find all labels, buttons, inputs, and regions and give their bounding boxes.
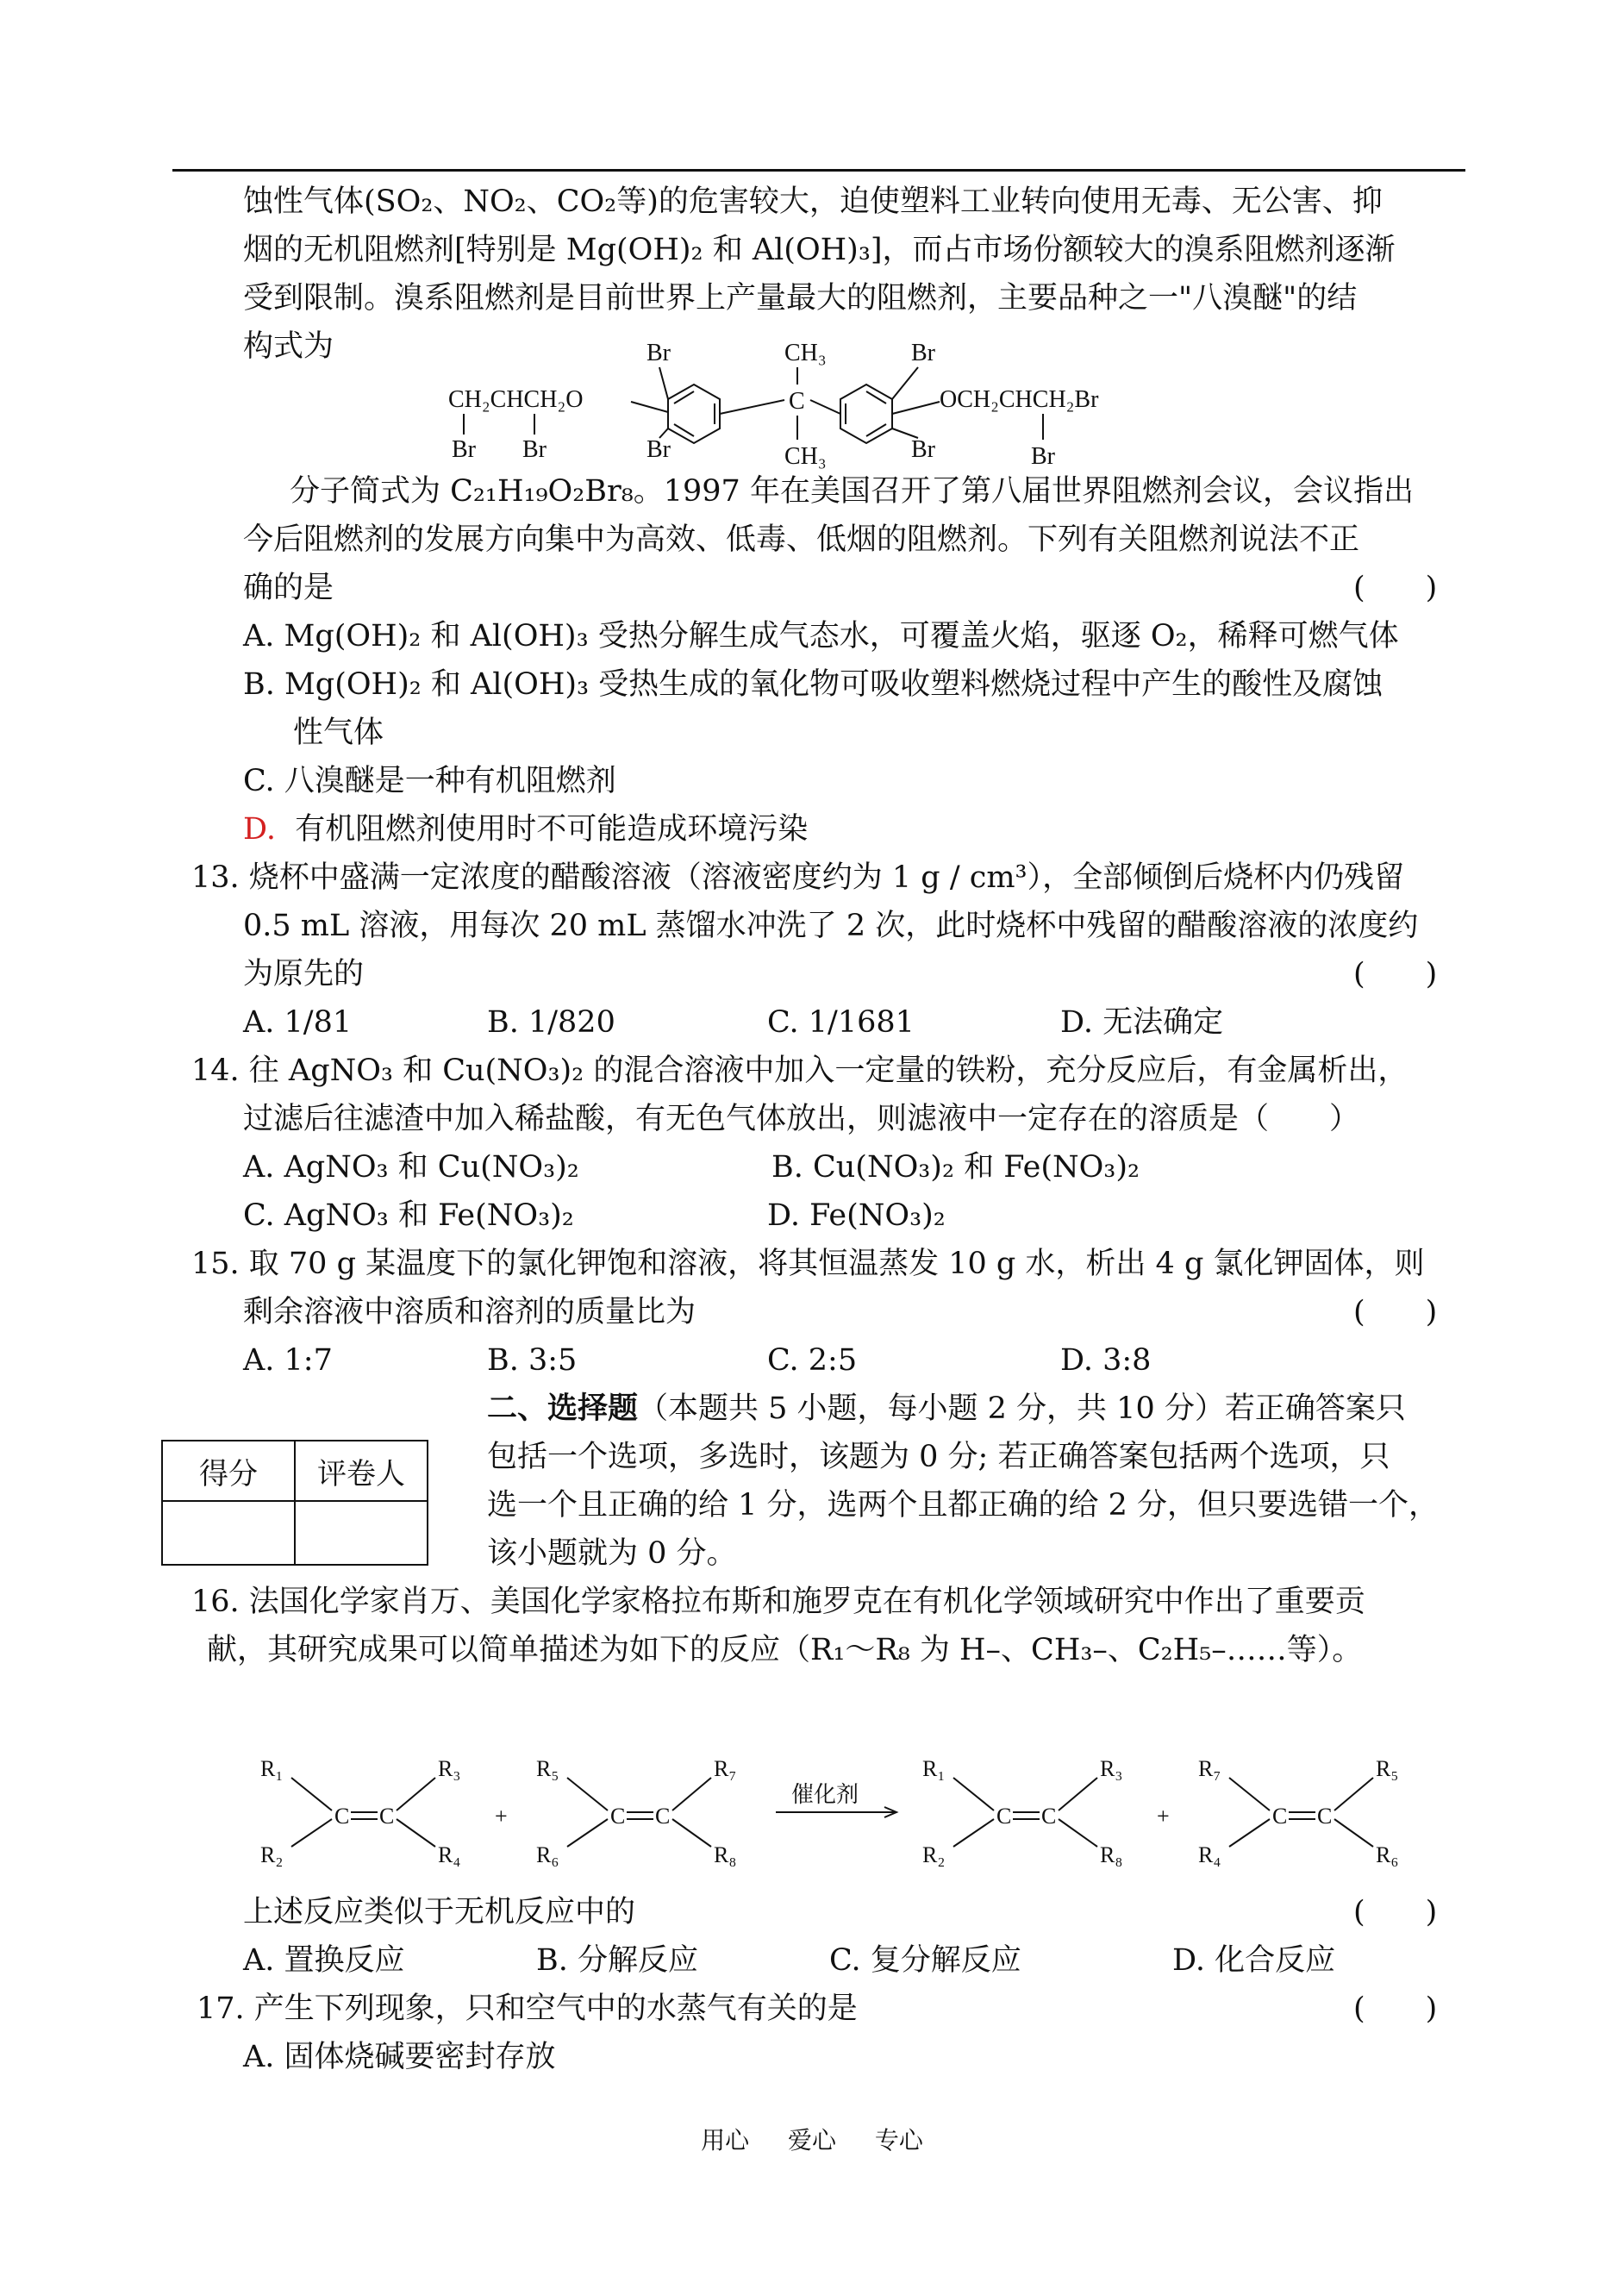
option-d-text: 有机阻燃剂使用时不可能造成环境污染 <box>295 812 809 847</box>
r7-label: R₇ <box>714 1756 737 1781</box>
ch3-label: CH₃ <box>784 443 827 470</box>
question-15-line: 剩余溶液中溶质和溶剂的质量比为 <box>243 1295 696 1329</box>
plus-sign: + <box>1157 1804 1170 1829</box>
score-label: 得分 <box>162 1441 295 1501</box>
option-b: B. Mg(OH)₂ 和 Al(OH)₃ 受热生成的氧化物可吸收塑料燃烧过程中产生的酸性及腐蚀 <box>243 667 1384 702</box>
c-label: C <box>610 1804 626 1829</box>
r8-label: R₈ <box>714 1842 737 1867</box>
br-label: Br <box>1031 443 1055 470</box>
r2-label: R₂ <box>260 1842 284 1867</box>
question-17: 17. 产生下列现象，只和空气中的水蒸气有关的是 <box>197 1992 858 2026</box>
answer-paren: ( ) <box>1353 571 1438 605</box>
option-b: B. 3:5 <box>487 1343 578 1378</box>
br-label: Br <box>522 436 547 463</box>
question-16-line: 献，其研究成果可以简单描述为如下的反应（R₁～R₈ 为 H–、CH₃–、C₂H₅–……等）。 <box>207 1633 1363 1667</box>
c-label: C <box>1041 1804 1057 1829</box>
grader-label: 评卷人 <box>295 1441 428 1501</box>
center-carbon: C <box>789 388 805 415</box>
paragraph-line: 构式为 <box>243 329 334 364</box>
br-label: Br <box>646 340 671 366</box>
br-label: Br <box>452 436 476 463</box>
page-footer <box>0 2123 1624 2158</box>
option-a: A. AgNO₃ 和 Cu(NO₃)₂ <box>243 1150 579 1185</box>
structural-formula <box>448 336 1241 474</box>
answer-paren: ( ) <box>1353 1895 1438 1929</box>
br-label: Br <box>911 436 935 463</box>
option-d: D. 化合反应 <box>1172 1943 1336 1978</box>
left-chain: CH₂CHCH₂O <box>448 386 584 413</box>
question-14: 14. 往 AgNO₃ 和 Cu(NO₃)₂ 的混合溶液中加入一定量的铁粉，充分反应后，有金属析出， <box>191 1054 1409 1088</box>
br-label: Br <box>911 340 935 366</box>
paragraph-line: 今后阻燃剂的发展方向集中为高效、低毒、低烟的阻燃剂。下列有关阻燃剂说法不正 <box>243 522 1360 557</box>
r7-label: R₇ <box>1198 1756 1221 1781</box>
plus-sign: + <box>495 1804 508 1829</box>
paragraph-line: 分子简式为 C₂₁H₁₉O₂Br₈。1997 年在美国召开了第八届世界阻燃剂会议，会议指出 <box>290 474 1414 509</box>
option-c: C. 2:5 <box>767 1343 858 1378</box>
option-d: D. 无法确定 <box>1060 1005 1224 1040</box>
question-13: 13. 烧杯中盛满一定浓度的醋酸溶液（溶液密度约为 1 g / cm³），全部倾倒后烧杯内仍残留 <box>191 860 1405 895</box>
option-d: D. 3:8 <box>1060 1343 1152 1378</box>
r3-label: R₃ <box>1100 1756 1123 1781</box>
option-b: B. 分解反应 <box>536 1943 698 1978</box>
r8-label: R₈ <box>1100 1842 1123 1867</box>
answer-paren: ( ) <box>1353 957 1438 991</box>
r4-label: R₄ <box>438 1842 461 1867</box>
paragraph-line: 确的是 <box>243 571 334 605</box>
section-2-desc-line: 选一个且正确的给 1 分，选两个且都正确的给 2 分，但只要选错一个， <box>487 1488 1440 1523</box>
section-2-header <box>487 1390 1406 1428</box>
score-cell[interactable] <box>162 1501 295 1565</box>
r2-label: R₂ <box>922 1842 946 1867</box>
question-15: 15. 取 70 g 某温度下的氯化钾饱和溶液，将其恒温蒸发 10 g 水，析出 4 g 氯化钾固体，则 <box>191 1247 1425 1281</box>
c-label: C <box>655 1804 671 1829</box>
br-label: Br <box>646 436 671 463</box>
section-2-title: 二、选择题 <box>487 1391 639 1426</box>
option-b-cont: 性气体 <box>293 716 384 750</box>
footer-word: 爱心 <box>787 2126 836 2154</box>
option-c: C. 1/1681 <box>767 1005 915 1040</box>
option-a: A. 置换反应 <box>243 1943 405 1978</box>
reaction-equation <box>250 1724 1422 1871</box>
r5-label: R₅ <box>1376 1756 1399 1781</box>
paragraph-line: 受到限制。溴系阻燃剂是目前世界上产量最大的阻燃剂，主要品种之一"八溴醚"的结 <box>243 281 1358 316</box>
header-rule <box>172 169 1465 172</box>
answer-paren: ( ) <box>1353 1992 1438 2026</box>
question-14-line: 过滤后往滤渣中加入稀盐酸，有无色气体放出，则滤液中一定存在的溶质是（ ） <box>243 1102 1360 1136</box>
r5-label: R₅ <box>536 1756 559 1781</box>
option-a: A. 1:7 <box>243 1343 333 1378</box>
section-2-desc-line: 该小题就为 0 分。 <box>487 1536 737 1571</box>
right-chain: OCH₂CHCH₂Br <box>940 386 1099 413</box>
option-a: A. 1/81 <box>243 1005 353 1040</box>
option-b: B. 1/820 <box>487 1005 615 1040</box>
ch3-label: CH₃ <box>784 340 827 366</box>
c-label: C <box>1272 1804 1288 1829</box>
option-d: D. Fe(NO₃)₂ <box>767 1198 946 1233</box>
r4-label: R₄ <box>1198 1842 1221 1867</box>
section-2-desc-line: 包括一个选项，多选时，该题为 0 分; 若正确答案包括两个选项，只 <box>487 1440 1390 1474</box>
footer-word: 专心 <box>874 2126 923 2154</box>
question-16-prompt: 上述反应类似于无机反应中的 <box>243 1895 636 1929</box>
footer-word: 用心 <box>701 2126 750 2154</box>
question-13-line: 0.5 mL 溶液，用每次 20 mL 蒸馏水冲洗了 2 次，此时烧杯中残留的醋酸溶液的浓度约 <box>243 909 1419 943</box>
c-label: C <box>1317 1804 1333 1829</box>
r1-label: R₁ <box>260 1756 284 1781</box>
grader-cell[interactable] <box>295 1501 428 1565</box>
c-label: C <box>379 1804 395 1829</box>
option-c: C. 复分解反应 <box>829 1943 1021 1978</box>
r6-label: R₆ <box>536 1842 559 1867</box>
option-d <box>243 810 808 848</box>
r3-label: R₃ <box>438 1756 461 1781</box>
option-c: C. 八溴醚是一种有机阻燃剂 <box>243 764 616 798</box>
paragraph-line: 烟的无机阻燃剂[特别是 Mg(OH)₂ 和 Al(OH)₃]，而占市场份额较大的溴系阻燃剂逐渐 <box>243 233 1396 267</box>
option-d-letter: D. <box>243 812 276 847</box>
catalyst-label: 催化剂 <box>791 1782 859 1807</box>
section-2-desc: （本题共 5 小题，每小题 2 分，共 10 分）若正确答案只 <box>638 1391 1406 1426</box>
question-13-line: 为原先的 <box>243 957 365 991</box>
score-table <box>161 1440 428 1566</box>
answer-paren: ( ) <box>1353 1295 1438 1329</box>
c-label: C <box>996 1804 1012 1829</box>
paragraph-line: 蚀性气体(SO₂、NO₂、CO₂等)的危害较大，迫使塑料工业转向使用无毒、无公害、抑 <box>243 184 1383 219</box>
r6-label: R₆ <box>1376 1842 1399 1867</box>
r1-label: R₁ <box>922 1756 946 1781</box>
option-a: A. Mg(OH)₂ 和 Al(OH)₃ 受热分解生成气态水，可覆盖火焰，驱逐 O₂，稀释可燃气体 <box>243 619 1399 653</box>
option-b: B. Cu(NO₃)₂ 和 Fe(NO₃)₂ <box>771 1150 1140 1185</box>
question-16: 16. 法国化学家肖万、美国化学家格拉布斯和施罗克在有机化学领域研究中作出了重要贡 <box>191 1585 1365 1619</box>
option-a: A. 固体烧碱要密封存放 <box>243 2040 556 2074</box>
option-c: C. AgNO₃ 和 Fe(NO₃)₂ <box>243 1198 574 1233</box>
c-label: C <box>334 1804 350 1829</box>
